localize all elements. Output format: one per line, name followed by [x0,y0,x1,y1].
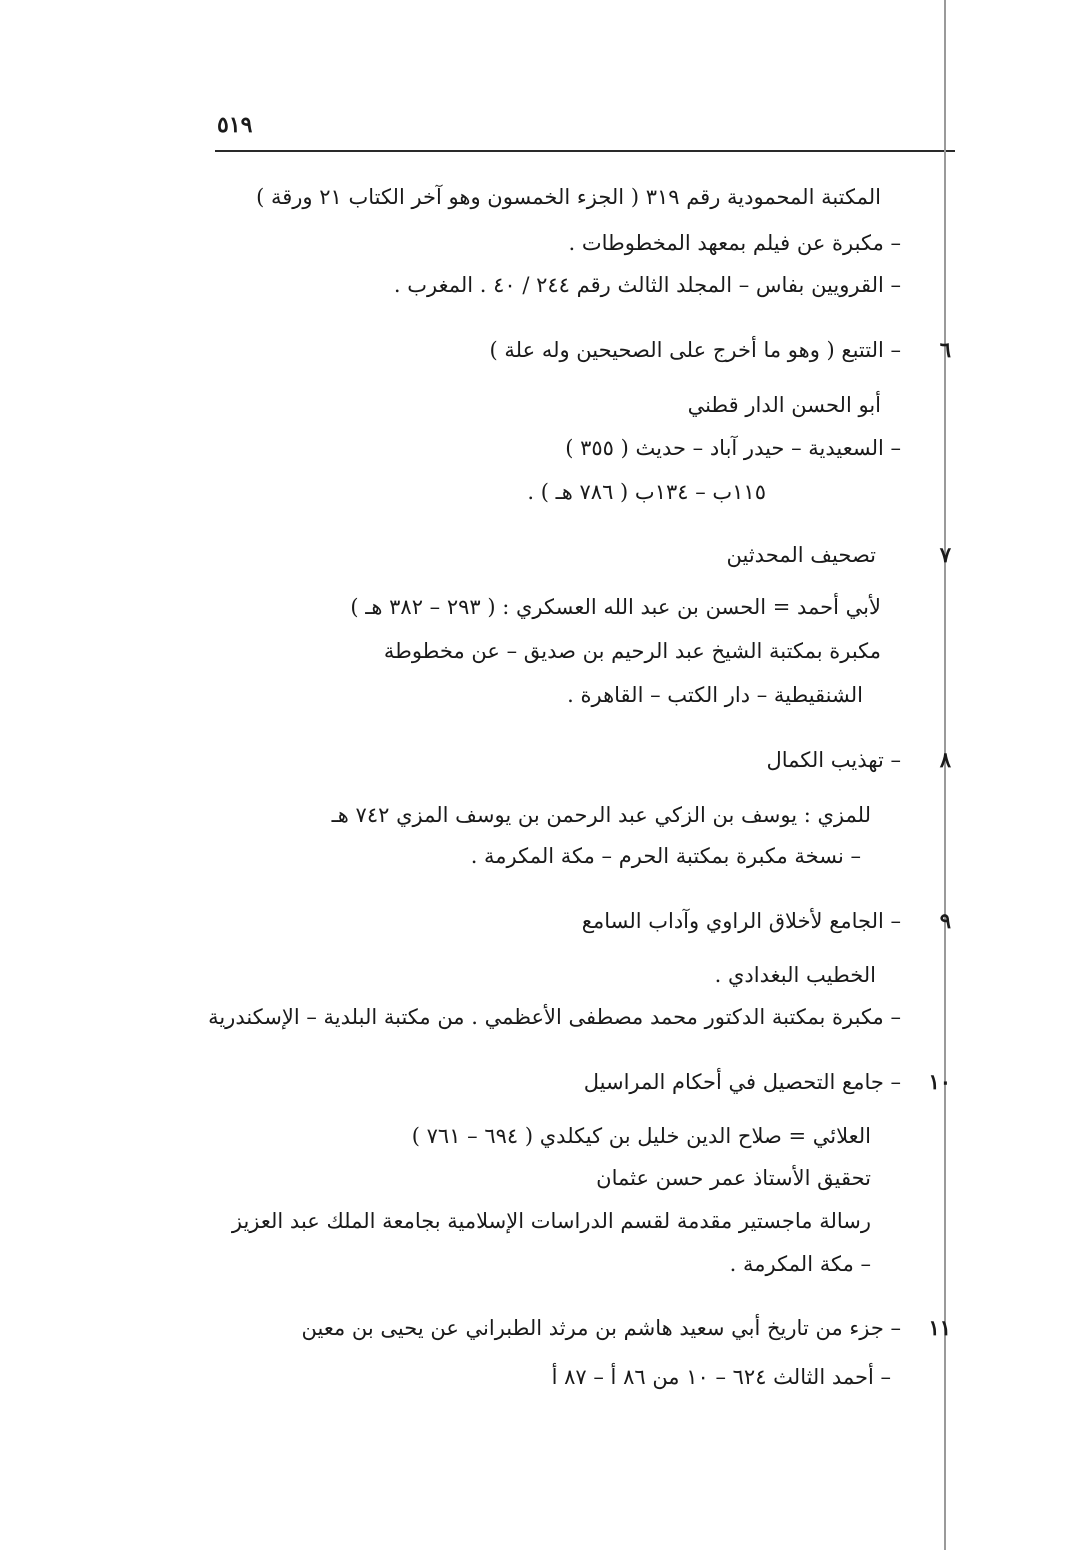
entry-number: ٦ [939,337,951,362]
entry-number: ٧ [939,542,951,567]
entry-line: – التتبع ( وهو ما أخرج على الصحيحين وله علة ) [489,338,901,362]
entry-line: – مكبرة بمكتبة الدكتور محمد مصطفى الأعظمي . من مكتبة البلدية – الإسكندرية [208,1005,901,1029]
entry-number: ١٠ [928,1069,951,1094]
entry-line: لأبي أحمد = الحسن بن عبد الله العسكري : ( ٢٩٣ – ٣٨٢ هـ ) [350,595,881,619]
entry-line: – مكبرة عن فيلم بمعهد المخطوطات . [568,231,901,255]
entry-line: العلائي = صلاح الدين خليل بن كيكلدي ( ٦٩٤ – ٧٦١ ) [411,1124,871,1148]
entry-number: ١١ [928,1315,951,1340]
entry-line: ١١٥ب – ١٣٤ب ( ٧٨٦ هـ ) . [527,480,766,504]
entry-line: الخطيب البغدادي . [714,963,876,987]
entry-line: رسالة ماجستير مقدمة لقسم الدراسات الإسلامية بجامعة الملك عبد العزيز [231,1209,871,1233]
entry-line: – القرويين بفاس – المجلد الثالث رقم ٢٤٤ / ٤٠ . المغرب . [393,273,901,297]
entry-line: – أحمد الثالث ٦٢٤ – ١٠ من ٨٦ أ – ٨٧ أ [551,1365,891,1389]
entry-line: – نسخة مكبرة بمكتبة الحرم – مكة المكرمة . [470,844,861,868]
entry-line: أبو الحسن الدار قطني [687,393,881,417]
entry-line: للمزي : يوسف بن الزكي عبد الرحمن بن يوسف المزي ٧٤٢ هـ [331,803,871,827]
header-rule [215,150,955,152]
entry-line: – مكة المكرمة . [729,1252,871,1276]
entry-line: الشنقيطية – دار الكتب – القاهرة . [567,683,863,707]
entry-number: ٨ [939,747,951,772]
entry-line: – الجامع لأخلاق الراوي وآداب السامع [581,909,901,933]
entry-line: تحقيق الأستاذ عمر حسن عثمان [596,1166,871,1190]
entry-line: – السعيدية – حيدر آباد – حديث ( ٣٥٥ ) [565,436,901,460]
entry-line: تصحيف المحدثين [726,543,876,567]
entry-line: – تهذيب الكمال [766,748,901,772]
entry-line: – جزء من تاريخ أبي سعيد هاشم بن مرثد الطبراني عن يحيى بن معين [301,1316,901,1340]
entry-line: المكتبة المحمودية رقم ٣١٩ ( الجزء الخمسون وهو آخر الكتاب ٢١ ورقة ) [256,185,881,209]
page-number: ٥١٩ [217,112,253,138]
entry-line: مكبرة بمكتبة الشيخ عبد الرحيم بن صديق – عن مخطوطة [383,639,881,663]
entry-line: – جامع التحصيل في أحكام المراسيل [583,1070,901,1094]
entry-number: ٩ [939,908,951,933]
